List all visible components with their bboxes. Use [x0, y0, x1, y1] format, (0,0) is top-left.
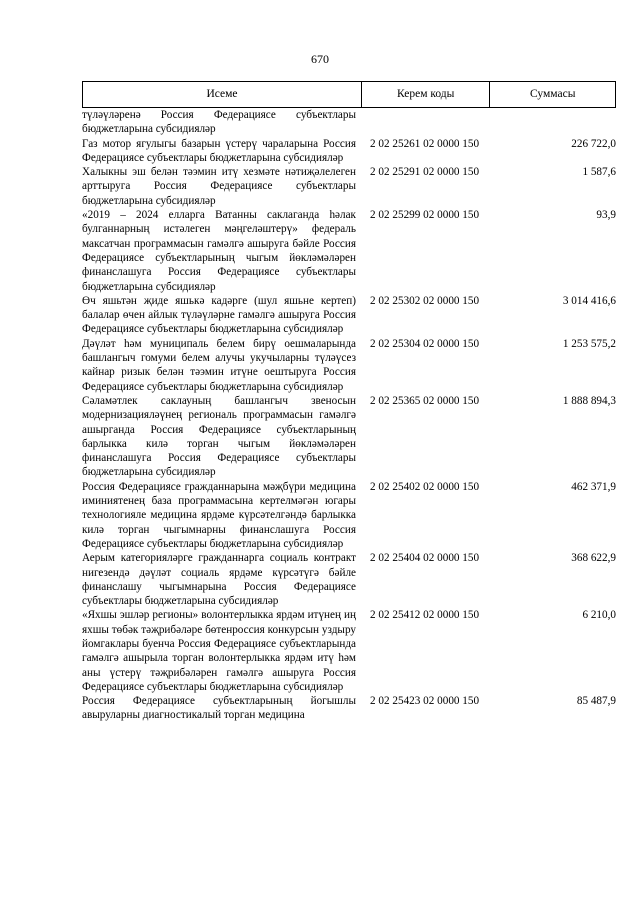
table-row-continuation — [82, 108, 616, 137]
row-sum: 1 587,6 — [582, 166, 616, 179]
row-code: 2 02 25365 02 0000 150 — [370, 394, 480, 407]
row-sum: 368 622,9 — [571, 552, 616, 565]
table-body — [82, 137, 616, 723]
row-sum: 85 487,9 — [576, 695, 616, 708]
row-code: 2 02 25261 02 0000 150 — [370, 137, 480, 150]
row-code: 2 02 25304 02 0000 150 — [370, 337, 480, 350]
table-row — [82, 294, 616, 337]
row-name: Аерым категорияләрге гражданнарга социаль контракт нигезендә дәүләт социаль ярдәме күрсәтүгә бәйле финанслашу чыгымнарына Россия Федерациясе субъектлары бюджетларына субсидияләр — [82, 552, 356, 608]
table-row — [82, 137, 616, 166]
row-name: Дәүләт һәм муниципаль белем бирү оешмаларында башлангыч гомуми белем алучы укучыларны түләүсез кайнар ризык белән тәэмин итүне оештыруга Россия Федерациясе субъектлары бюджетларына субсидияләр — [82, 337, 356, 393]
table-row — [82, 694, 616, 723]
row-sum: 226 722,0 — [571, 137, 616, 150]
row-name: Халыкны эш белән тәэмин итү хезмәте нәтиҗәлелеген арттыруга Россия Федерациясе субъектлары бюджетларына субсидияләр — [82, 166, 356, 207]
table-row — [82, 394, 616, 480]
row-sum: 1 253 575,2 — [562, 337, 616, 350]
row-sum: 1 888 894,3 — [562, 394, 616, 407]
row-name: түләүләренә Россия Федерациясе субъектлары бюджетларына субсидияләр — [82, 109, 356, 136]
row-name: «2019 – 2024 елларга Ватанны саклаганда һәлак булганнарның истәлеген мәңгеләштерү» федераль максатчан программасын гамәлгә ашыруга бәйле Россия Федерациясе субъектларының чыгым йөкләмәләрен финанслашуга Россия Федерациясе субъектлары бюджетларына субсидияләр — [82, 209, 356, 293]
row-sum: 462 371,9 — [571, 480, 616, 493]
row-code: 2 02 25412 02 0000 150 — [370, 609, 480, 622]
budget-table — [82, 81, 616, 723]
header-sum: Суммасы — [530, 88, 576, 101]
row-sum: 93,9 — [596, 209, 616, 222]
row-code: 2 02 25291 02 0000 150 — [370, 166, 480, 179]
row-code: 2 02 25404 02 0000 150 — [370, 552, 480, 565]
header-code: Керем коды — [362, 82, 491, 107]
table-row — [82, 165, 616, 208]
page-number: 670 — [311, 52, 329, 66]
table-row — [82, 608, 616, 694]
row-name: «Яхшы эшләр регионы» волонтерлыкка ярдәм итүнең иң яхшы төбәк тәҗрибәләре бөтенроссия конкурсын уздыру йомгаклары буенча Россия Федерациясе субъектларында гамәлгә ашырыла торган волонтерлыкка ярдәм итү һәм аны үстерү тәҗрибәләрен гамәлгә ашыруга Россия Федерациясе субъектлары бюджетларына субсидияләр — [82, 609, 356, 693]
row-code: 2 02 25299 02 0000 150 — [370, 209, 480, 222]
row-code: 2 02 25423 02 0000 150 — [370, 695, 480, 708]
row-name: Сәламәтлек саклауның башлангыч звеносын модернизацияләүнең региональ программасын гамәлгә ашырганда Россия Федерациясе субъектларының барлыкка килә торган чыгым йөкләмәләрен финанслашуга Россия Федерациясе субъектлары бюджетларына субсидияләр — [82, 394, 356, 479]
table-header — [82, 81, 616, 108]
table-row — [82, 551, 616, 608]
row-code: 2 02 25402 02 0000 150 — [370, 480, 480, 493]
row-name: Россия Федерациясе гражданнарына мәҗбүри медицина иминиятенең база программасына кертелмәгән югары технологияле медицина ярдәме күрсәтелгәндә барлыкка килә торган чыгымнарны финанслашуга Россия Федерациясе субъектлары бюджетларына субсидияләр — [82, 480, 356, 550]
header-name: Исеме — [83, 82, 362, 107]
row-code: 2 02 25302 02 0000 150 — [370, 294, 480, 307]
row-sum: 6 210,0 — [582, 609, 616, 622]
row-name: Газ мотор ягулыгы базарын үстерү чараларына Россия Федерациясе субъектлары бюджетларына субсидияләр — [82, 137, 356, 164]
row-name: Өч яшьтән җиде яшькә кадәрге (шул яшьне кертеп) балалар өчен айлык түләүләрне гамәлгә ашыруга Россия Федерациясе субъектлары бюджетларына субсидияләр — [82, 294, 356, 336]
row-sum: 3 014 416,6 — [562, 294, 616, 307]
table-row — [82, 208, 616, 294]
row-name: Россия Федерациясе субъектларының йогышлы авыруларны диагностикалый торган медицина — [82, 695, 356, 722]
table-row — [82, 337, 616, 394]
table-row — [82, 480, 616, 551]
